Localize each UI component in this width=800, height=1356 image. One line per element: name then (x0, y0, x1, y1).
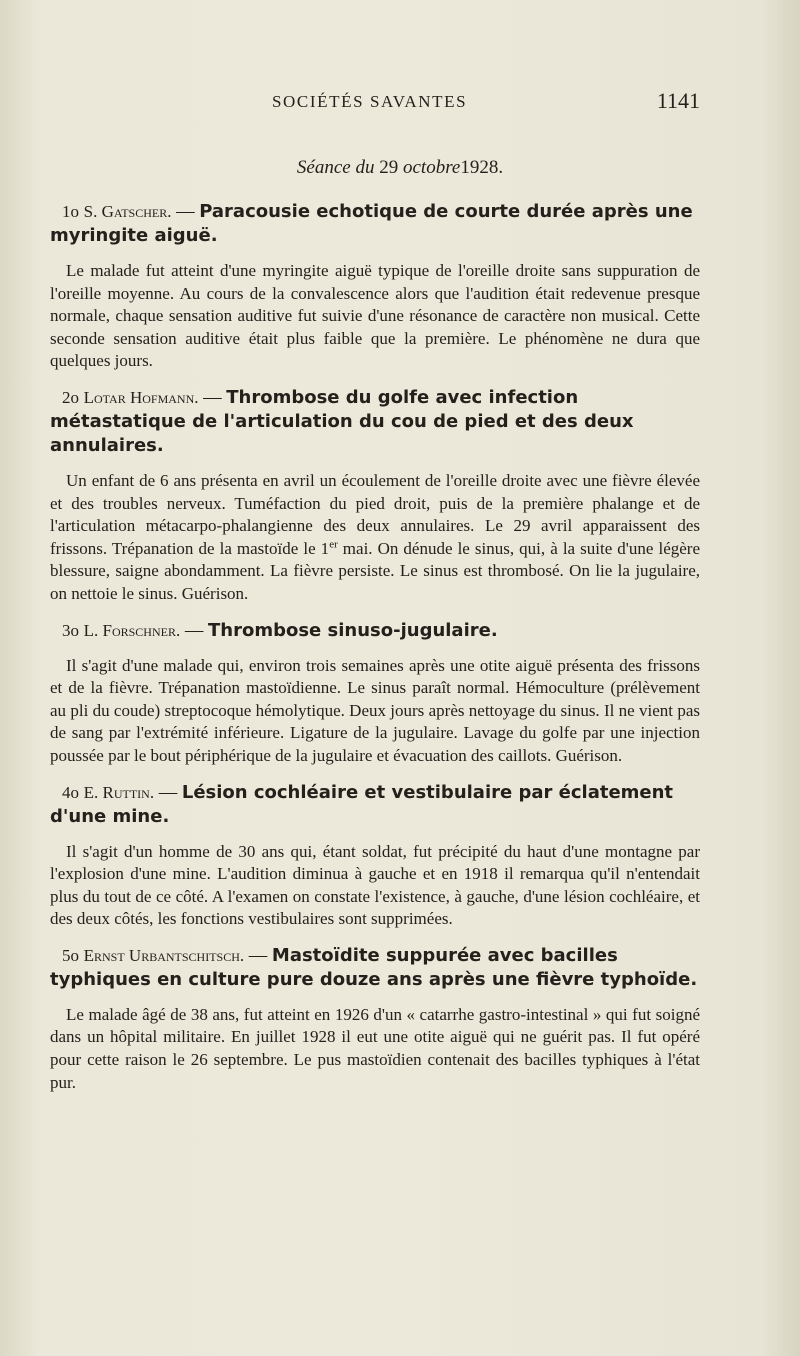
entry-dash: — (171, 202, 200, 222)
entry-author: Lotar Hofmann. (83, 387, 199, 407)
entry-title: Thrombose sinuso-jugulaire. (207, 619, 498, 641)
entry-author: S. Gatscher. (83, 202, 172, 221)
running-head (52, 88, 700, 118)
session-day: 29 (379, 157, 399, 178)
entry-dash: — (154, 782, 182, 803)
entry-heading (50, 200, 700, 248)
entry-author: E. Ruttin. (83, 782, 155, 802)
entry-body (50, 470, 700, 606)
session-prefix: Séance (296, 157, 351, 178)
entry-dash: — (244, 945, 272, 966)
entry-dash: — (198, 387, 227, 408)
entry-heading (50, 781, 700, 829)
page-number: 1141 (656, 88, 700, 113)
entry-body: Il s'agit d'un homme de 30 ans qui, étant soldat, fut précipité du haut d'une montagne par l'explosion d'une mine. L'audition diminua à gauche et en 1918 il remarqua qu'il n'entendait plus du tout de ce côté. A l'examen on constate l'existence, à gauche, d'une lésion cochléaire, et des deux côtés, les fonctions vestibulaires sont supprimées. (50, 841, 700, 929)
entry-author: L. Forschner. (83, 620, 181, 640)
ordinal-superscript: er (329, 538, 338, 551)
entry-title: Mastoïdite suppurée avec bacilles typhiques en culture pure douze ans après une fièvre typhoïde. (50, 944, 698, 990)
entry-body: Le malade âgé de 38 ans, fut atteint en 1926 d'un « catarrhe gastro-intestinal » qui fut soigné dans un hôpital militaire. En juillet 1928 il eut une otite aiguë qui ne guérit pas. Il fut opéré pour cette raison le 26 septembre. Le pus mastoïdien contenait des bacilles typhiques à l'état pur. (50, 1004, 700, 1092)
entry-number: 3o (62, 620, 79, 640)
session-month: octobre (402, 157, 461, 178)
running-title: SOCIÉTÉS SAVANTES (272, 92, 468, 111)
session-du: du (355, 157, 375, 178)
entry-1 (50, 200, 700, 373)
entry-title: Lésion cochléaire et vestibulaire par éclatement d'une mine. (50, 781, 674, 827)
entry-title: Thrombose du golfe avec infection métastatique de l'articulation du cou de pied et des deux annulaires. (50, 386, 634, 456)
entry-number: 5o (62, 945, 79, 965)
entry-5 (50, 944, 700, 1094)
article-content (50, 200, 700, 1107)
entry-3 (50, 619, 700, 768)
entry-body: Le malade fut atteint d'une myringite aiguë typique de l'oreille droite sans suppuration de l'oreille moyenne. Au cours de la convalescence alors que l'audition était redevenue presque normale, chaque sensation auditive fut suivie d'une résonance de caractère non musical. Cette seconde sensation auditive était plus faible que la première. Le phénomène ne dura que quelques jours. (50, 261, 700, 371)
entry-body-part: mai. On dénude le sinus, qui, à la suite d'une légère blessure, saigne abondamment. La fièvre persiste. Le sinus est thrombosé. On lie la jugulaire, on nettoie le sinus. Guérison. (50, 538, 700, 603)
entry-body-part: Un enfant de 6 ans présenta en avril un écoulement de l'oreille droite avec une fièvre élevée et des troubles nerveux. Tuméfaction du pied droit, puis de la première phalange et de l'articulation métacarpo-phalangienne des deux annulaires. Le 29 avril apparaissent des frissons. Trépanation de la mastoïde le 1 (50, 470, 700, 558)
entry-author: Ernst Urbantschitsch. (83, 945, 245, 965)
entry-heading (50, 944, 700, 992)
session-heading (0, 157, 800, 179)
entry-number: 2o (62, 387, 79, 407)
entry-number: 4o (62, 782, 79, 802)
entry-4 (50, 781, 700, 931)
entry-2 (50, 386, 700, 606)
entry-heading (50, 386, 700, 458)
entry-body: Il s'agit d'une malade qui, environ trois semaines après une otite aiguë présenta des frissons et de la fièvre. Trépanation mastoïdienne. Le sinus paraît normal. Hémoculture (prélèvement au pli du coude) streptocoque hémolytique. Deux jours après nettoyage du sinus. Il ne vient pas de sang par l'extrémité inférieure. Ligature de la jugulaire. Lavage du golfe par une injection poussée par le bout périphérique de la jugulaire et évacuation des caillots. Guérison. (50, 655, 700, 765)
entry-dash: — (180, 620, 208, 641)
entry-number: 1o (62, 202, 79, 221)
entry-title: Paracousie echotique de courte durée après une myringite aiguë. (50, 201, 693, 246)
entry-heading (50, 619, 700, 643)
session-year: 1928. (460, 157, 504, 178)
